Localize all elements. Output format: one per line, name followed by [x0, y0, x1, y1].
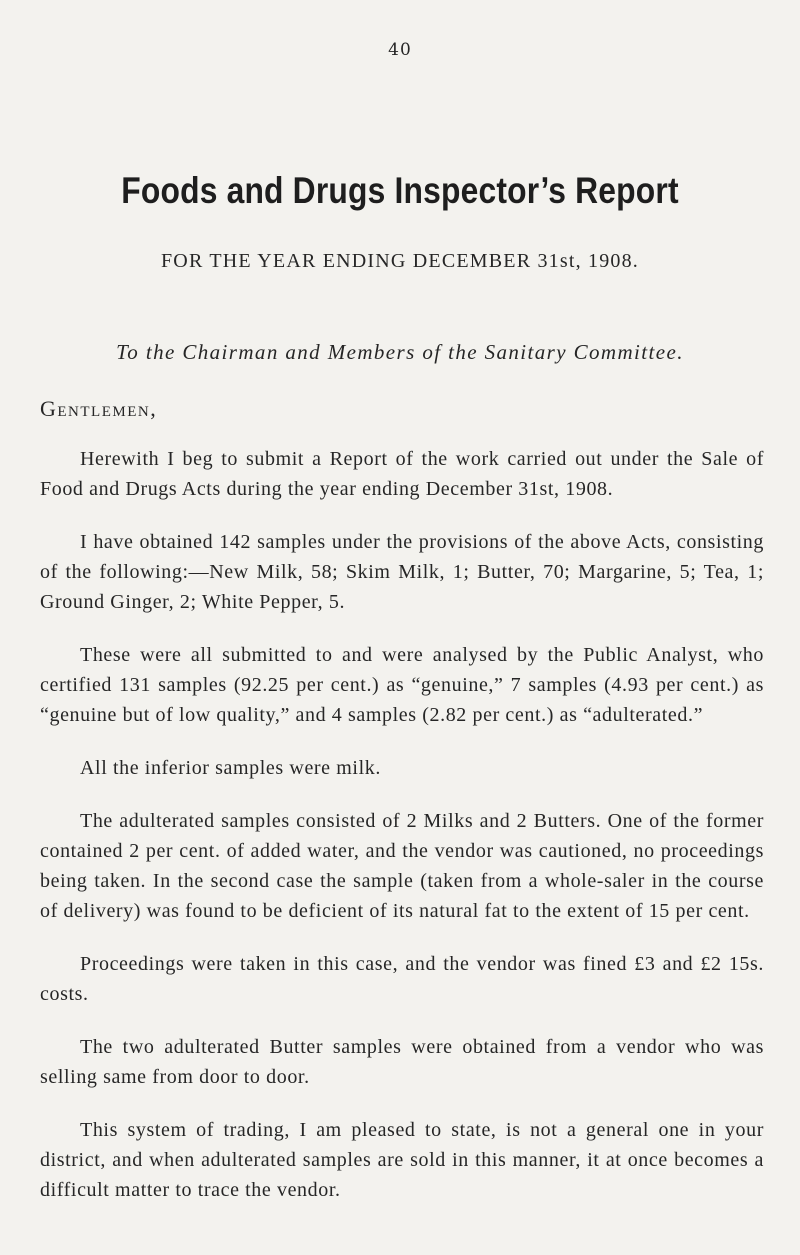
paragraph: I have obtained 142 samples under the provisions of the above Acts, consisting of the following:—New Milk, 58; Skim Milk, 1; Butter, 70; Margarine, 5; Tea, 1; Ground Ginger, 2; White Pepper, 5.: [40, 531, 764, 613]
report-title: Foods and Drugs Inspector’s Report: [121, 170, 679, 211]
paragraph: Herewith I beg to submit a Report of the work carried out under the Sale of Food and Drugs Acts during the year ending December 31st, 1908.: [40, 448, 764, 500]
paragraph: These were all submitted to and were analysed by the Public Analyst, who certified 131 samples (92.25 per cent.) as “genuine,” 7 samples (4.93 per cent.) as “genuine but of low quality,” and 4 samples (2.82 per cent.) as “adulterated.”: [40, 644, 764, 726]
paragraph: All the inferior samples were milk.: [80, 757, 381, 779]
addressee-line: To the Chairman and Members of the Sanitary Committee.: [116, 340, 684, 364]
paragraph: The two adulterated Butter samples were obtained from a vendor who was selling same from door to door.: [40, 1036, 764, 1088]
paragraph: Proceedings were taken in this case, and the vendor was fined £3 and £2 15s. costs.: [40, 953, 764, 1005]
report-body: [40, 444, 764, 1228]
paragraph: The adulterated samples consisted of 2 Milks and 2 Butters. One of the former contained 2 per cent. of added water, and the vendor was cautioned, no proceedings being taken. In the second case the sample (taken from a whole-saler in the course of delivery) was found to be deficient of its natural fat to the extent of 15 per cent.: [40, 810, 764, 922]
report-subtitle: FOR THE YEAR ENDING DECEMBER 31st, 1908.: [160, 250, 639, 272]
salutation: Gentlemen,: [40, 396, 158, 421]
page-number: 40: [388, 40, 412, 60]
paragraph: This system of trading, I am pleased to state, is not a general one in your district, and when adulterated samples are sold in this manner, it at once becomes a difficult matter to trace the vendor.: [40, 1119, 764, 1201]
